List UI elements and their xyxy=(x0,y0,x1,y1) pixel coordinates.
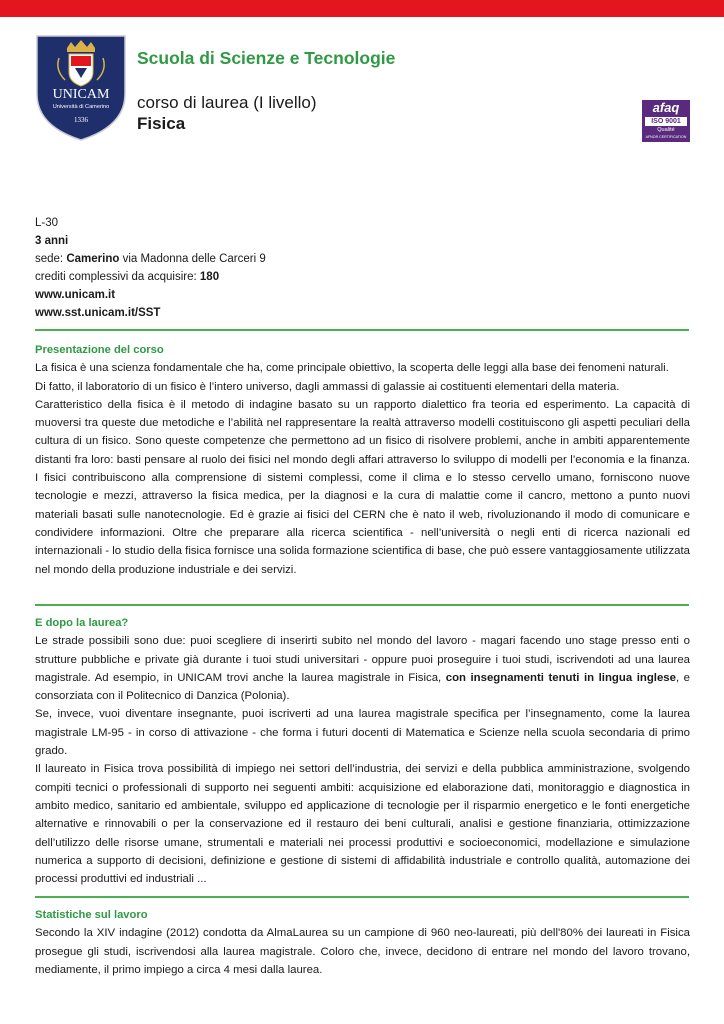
course-sede xyxy=(35,250,266,268)
school-title: Scuola di Scienze e Tecnologie xyxy=(137,48,396,68)
logo-subtitle: Università di Camerino xyxy=(52,104,110,110)
section-presentazione xyxy=(35,341,690,579)
paragraph: Secondo la XIV indagine (2012) condotta da AlmaLaurea su un campione di 960 neo-laureati, più dell'80% dei laureati in Fisica prosegue gli studi, iscrivendosi alla laurea magistrale. Coloro che, invece, decidono di entrare nel mondo del lavoro trovano, mediamente, il primo impiego a circa 4 mesi dalla laurea. xyxy=(35,927,690,976)
paragraph: Di fatto, il laboratorio di un fisico è l’intero universo, dagli ammassi di galassie ai costituenti elementari della materia. xyxy=(35,380,620,393)
course-credits xyxy=(35,268,266,286)
paragraph: Caratteristico della fisica è il metodo di indagine basato su un rapporto dialettico fra teoria ed esperimento. La capacità di muoversi tra queste due metodiche e l’abilità nel rappresentare la realtà attraverso modelli costituiscono gli aspetti peculiari della cultura di un fisico. Sono queste competenze che permettono ad un fisico di risolvere problemi, anche in ambiti apparentemente distanti fra loro: basti pensare al ruolo dei fisici nel mondo degli affari attraverso lo sviluppo di modelli per l’economia e la finanza. I fisici contribuiscono alla comprensione di sistemi complessi, come il clima e lo stesso cervello umano, forniscono nuove tecnologie e mezzi, attraverso la fisica medica, per la diagnosi e la cura di malattie come il cancro, mettono a punto nuovi materiali basati sulle nanotecnologie. Ed è grazie ai fisici del CERN che è nato il web, rivoluzionando il modo di comunicare e condividere informazioni. Oltre che preparare alla ricerca scientifica - nell’università o negli enti di ricerca nazionali ed internazionali - lo studio della fisica fornisce una solida formazione scientifica di base, che può essere vantaggiosamente utilizzata nel mondo della produzione industriale e dei servizi. xyxy=(35,398,690,576)
divider xyxy=(35,604,689,606)
paragraph: Il laureato in Fisica trova possibilità di impiego nei settori dell’industria, dei servizi e della pubblica amministrazione, svolgendo compiti tecnici o professionali di supporto nei seguenti ambiti: acquisizione ed elaborazione dati, monitoraggio e diagnostica in ambito medico, sanitario ed ambientale, sviluppo ed applicazione di tecnologie per il risparmio energetico e le fonti energetiche alternative e rinnovabili o per la conservazione ed il restauro dei beni culturali, analisi e gestione finanziaria, ottimizzazione dell’utilizzo delle risorse umane, strumentali e materiali nei processi produttivi e socioeconomici, modellazione e simulazione numerica a supporto di decisioni, definizione e gestione di sistemi di affidabilità industriale e controllo qualità, automazione dei processi produttivi ed industriali ... xyxy=(35,763,690,886)
unicam-crest-icon xyxy=(35,34,127,142)
afaq-footer: AFNOR CERTIFICATION xyxy=(645,135,687,139)
bold-span: con insegnamenti tenuti in lingua inglese xyxy=(445,671,676,684)
course-type: corso di laurea (I livello) xyxy=(137,93,317,112)
course-code: L-30 xyxy=(35,217,59,229)
top-red-bar xyxy=(0,0,724,17)
paragraph: Se, invece, vuoi diventare insegnante, puoi iscriverti ad una laurea magistrale specifica per l’insegnamento, come la laurea magistrale LM-95 - in corso di attivazione - che forma i futuri docenti di Matematica e Scienze nella scuola secondaria di primo grado. xyxy=(35,708,690,758)
sst-website-link[interactable]: www.sst.unicam.it/SST xyxy=(35,307,161,319)
afaq-certification-icon xyxy=(642,100,690,142)
sede-address: via Madonna delle Carceri 9 xyxy=(119,253,266,265)
logo-name: UNICAM xyxy=(52,87,110,102)
afaq-brand: afaq xyxy=(652,100,680,115)
website-link[interactable]: www.unicam.it xyxy=(35,289,116,301)
section-statistiche xyxy=(35,906,690,979)
text-span: Le strade possibili sono due: puoi scegliere di inserirti subito nel mondo del lavoro - magari facendo uno stage presso enti o strutture pubbliche e private già durante i tuoi studi universitari - oppure puoi proseguire i tuoi studi, iscrivendoti ad una laurea magistrale. Ad esempio, in UNICAM trovi anche la laurea magistrale in Fisica, xyxy=(35,635,690,684)
section-title: Statistiche sul lavoro xyxy=(35,909,148,921)
logo-year: 1336 xyxy=(74,116,88,124)
course-info xyxy=(35,214,266,322)
section-dopo-laurea xyxy=(35,614,690,888)
unicam-shield-svg xyxy=(35,34,127,142)
text-span: , e consorziata con il Politecnico di Danzica (Polonia). xyxy=(35,671,690,703)
sede-city: Camerino xyxy=(66,253,120,265)
course-duration: 3 anni xyxy=(35,235,69,247)
afaq-quality: Qualité xyxy=(657,127,675,133)
paragraph: La fisica è una scienza fondamentale che ha, come principale obiettivo, la scoperta delle leggi alla base dei fenomeni naturali. xyxy=(35,362,669,375)
divider xyxy=(35,896,689,898)
afaq-standard: ISO 9001 xyxy=(645,117,687,126)
course-name: Fisica xyxy=(137,114,186,133)
paragraph xyxy=(35,632,690,705)
sede-label: sede: xyxy=(35,253,67,265)
section-title: Presentazione del corso xyxy=(35,344,164,356)
section-title: E dopo la laurea? xyxy=(35,617,129,629)
credits-value: 180 xyxy=(199,271,220,283)
divider xyxy=(35,329,689,331)
credits-label: crediti complessivi da acquisire: xyxy=(35,271,200,283)
